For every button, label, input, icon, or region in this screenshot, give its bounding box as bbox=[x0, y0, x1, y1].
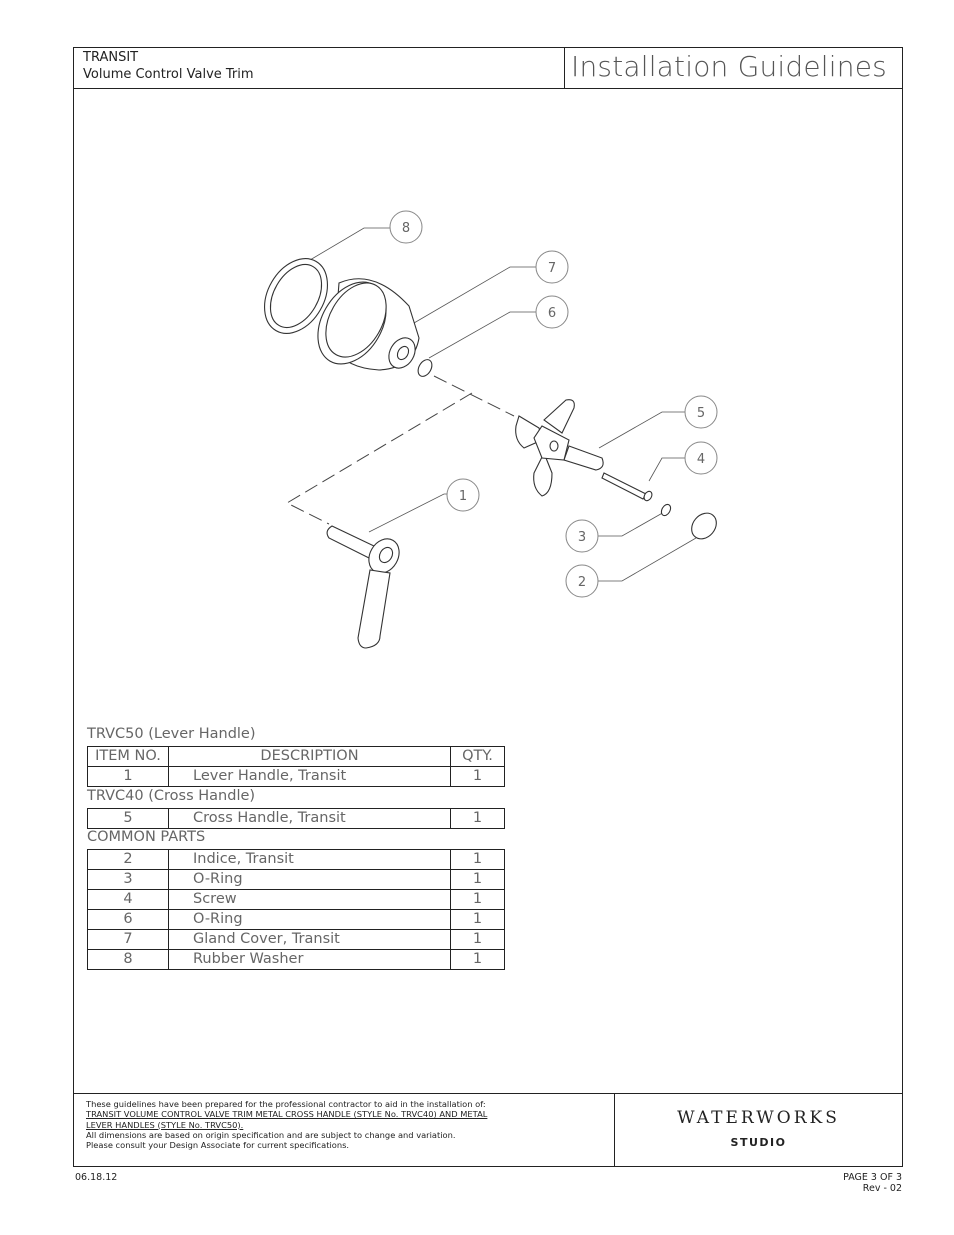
footer-disclaimer: These guidelines have been prepared for the professional contractor to aid in the installation of: TRANSIT VOLUME CONTROL VALVE TRIM METAL CROSS HANDLE (STYLE No. TRVC40) AND METAL LEVER HANDLES (STYLE No. TRVC50). All dimensions are based on origin specification and are subject to change and variation. Please consult your Design Associate for current specifications. bbox=[86, 1099, 488, 1151]
col-desc-header: DESCRIPTION bbox=[169, 747, 451, 767]
svg-text:1: 1 bbox=[458, 489, 468, 504]
product-name: TRANSIT bbox=[83, 50, 139, 65]
col-item-header: ITEM NO. bbox=[88, 747, 169, 767]
svg-text:8: 8 bbox=[401, 221, 411, 236]
product-subtitle: Volume Control Valve Trim bbox=[83, 67, 254, 82]
lever-section-title: TRVC50 (Lever Handle) bbox=[87, 726, 256, 742]
callout-5 bbox=[685, 396, 717, 428]
page-number: PAGE 3 OF 3 bbox=[843, 1172, 902, 1183]
cross-section-title: TRVC40 (Cross Handle) bbox=[87, 788, 256, 804]
common-parts-table bbox=[87, 849, 505, 970]
o-ring-6-shape bbox=[415, 357, 434, 379]
brand-logo bbox=[614, 1094, 902, 1166]
svg-text:2: 2 bbox=[577, 575, 587, 590]
table-row: 2 Indice, Transit 1 bbox=[88, 850, 505, 870]
svg-text:5: 5 bbox=[696, 406, 706, 421]
footer bbox=[74, 1093, 902, 1167]
callout-6 bbox=[536, 296, 568, 328]
lever-handle-shape bbox=[327, 526, 405, 648]
page-title: Installation Guidelines bbox=[571, 50, 887, 83]
lever-parts-table bbox=[87, 746, 505, 787]
common-section-title: COMMON PARTS bbox=[87, 829, 206, 845]
callout-2 bbox=[566, 565, 598, 597]
exploded-diagram bbox=[74, 48, 904, 688]
page-frame bbox=[73, 47, 903, 1167]
logo-subtitle: STUDIO bbox=[730, 1136, 787, 1149]
table-row: 1 Lever Handle, Transit 1 bbox=[88, 767, 505, 787]
indice-shape bbox=[687, 508, 722, 544]
page-info bbox=[843, 1172, 902, 1194]
o-ring-3-shape bbox=[660, 503, 673, 517]
revision-label: Rev - 02 bbox=[862, 1183, 902, 1194]
callout-group bbox=[390, 211, 717, 597]
table-row: 4 Screw 1 bbox=[88, 890, 505, 910]
svg-text:7: 7 bbox=[547, 261, 557, 276]
table-row: 6 O-Ring 1 bbox=[88, 910, 505, 930]
callout-1 bbox=[447, 479, 479, 511]
document-date: 06.18.12 bbox=[75, 1172, 118, 1183]
cross-parts-table bbox=[87, 808, 505, 829]
svg-text:6: 6 bbox=[547, 306, 557, 321]
table-row: 8 Rubber Washer 1 bbox=[88, 950, 505, 970]
logo-wordmark: WATERWORKS bbox=[677, 1108, 840, 1128]
table-row: 5 Cross Handle, Transit 1 bbox=[88, 809, 505, 829]
callout-8 bbox=[390, 211, 422, 243]
svg-text:4: 4 bbox=[696, 452, 706, 467]
table-row: 7 Gland Cover, Transit 1 bbox=[88, 930, 505, 950]
callout-7 bbox=[536, 251, 568, 283]
callout-4 bbox=[685, 442, 717, 474]
col-qty-header: QTY. bbox=[451, 747, 505, 767]
screw-shape bbox=[602, 473, 646, 499]
table-row: 3 O-Ring 1 bbox=[88, 870, 505, 890]
callout-3 bbox=[566, 520, 598, 552]
svg-text:3: 3 bbox=[577, 530, 587, 545]
cross-handle-shape bbox=[516, 400, 603, 496]
table-header-row bbox=[88, 747, 505, 767]
